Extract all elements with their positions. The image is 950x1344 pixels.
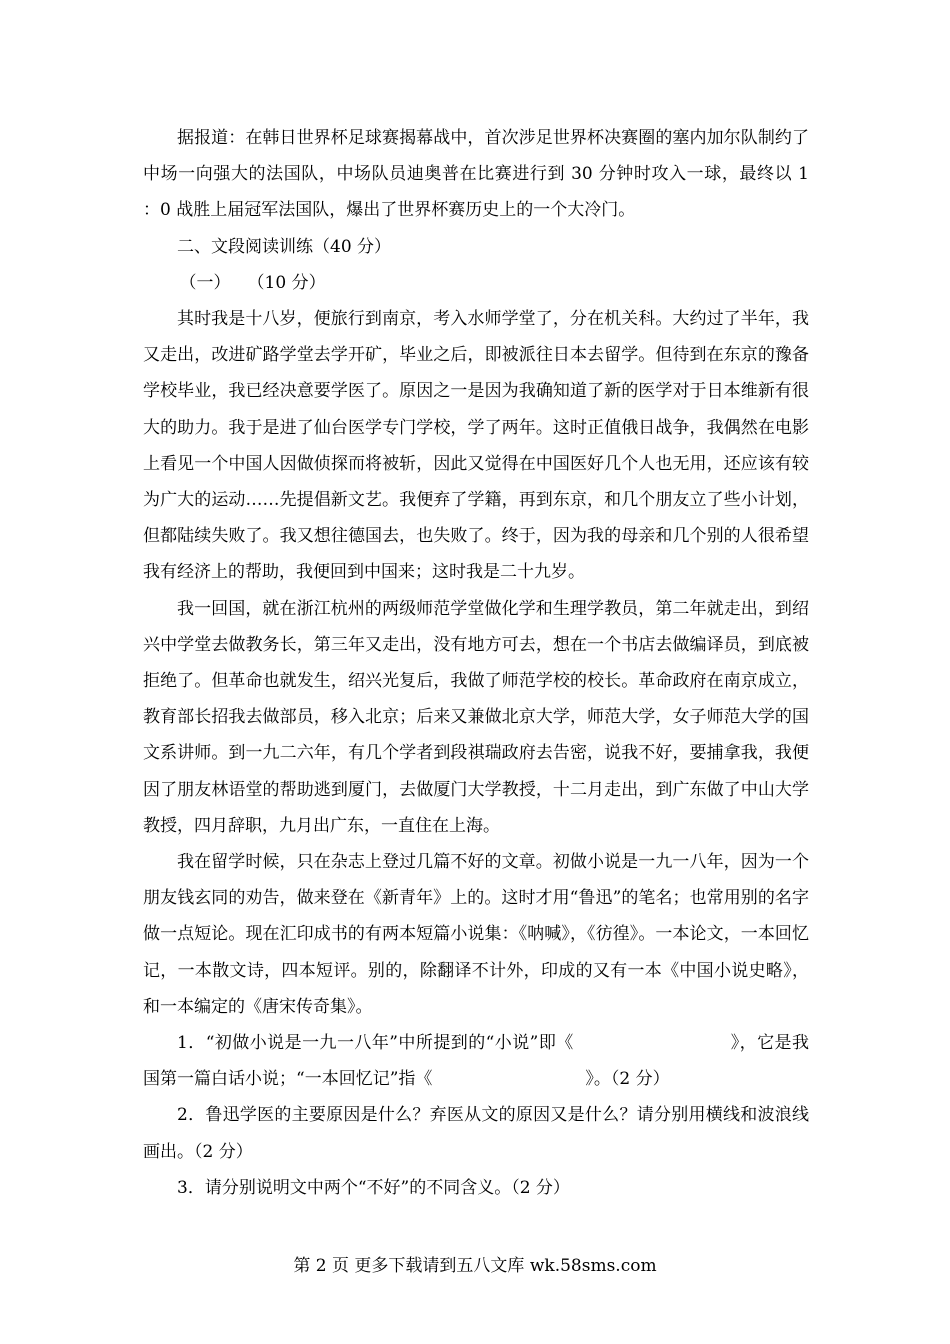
- subsection-heading: （一） （10 分）: [179, 272, 326, 293]
- page-footer: 第 2 页 更多下载请到五八文库 wk.58sms.com: [293, 1256, 657, 1276]
- page-content: [143, 120, 826, 1206]
- section-heading: 二、文段阅读训练（40 分）: [177, 236, 392, 257]
- passage-paragraph-1: 其时我是十八岁，便旅行到南京，考入水师学堂了，分在机关科。大约过了半年，我又走出，改进矿路学堂去学开矿，毕业之后，即被派往日本去留学。但待到在东京的豫备学校毕业，我已经决意要学医了。原因之一是因为我确知道了新的医学对于日本维新有很大的助力。我于是进了仙台医学专门学校，学了两年。这时正值俄日战争，我偶然在电影上看见一个中国人因做侦探而将被斩，因此又觉得在中国医好几个人也无用，还应该有较为广大的运动……先提倡新文艺。我便弃了学籍，再到东京，和几个朋友立了些小计划，但都陆续失败了。我又想往德国去，也失败了。终于，因为我的母亲和几个别的人很希望我有经济上的帮助，我便回到中国来；这时我是二十九岁。: [143, 309, 809, 583]
- intro-paragraph: 据报道：在韩日世界杯足球赛揭幕战中，首次涉足世界杯决赛圈的塞内加尔队制约了中场一向强大的法国队，中场队员迪奥普在比赛进行到 30 分钟时攻入一球，最终以 1 ：0 战胜上届冠军法国队，爆出了世界杯赛历史上的一个大冷门。: [143, 128, 826, 221]
- question-2: 2．鲁迅学医的主要原因是什么？弃医从文的原因又是什么？请分别用横线和波浪线画出。（2 分）: [143, 1105, 809, 1162]
- passage-paragraph-2: 我一回国，就在浙江杭州的两级师范学堂做化学和生理学教员，第二年就走出，到绍兴中学堂去做教务长，第三年又走出，没有地方可去，想在一个书店去做编译员，到底被拒绝了。但革命也就发生，绍兴光复后，我做了师范学校的校长。革命政府在南京成立，教育部长招我去做部员，移入北京；后来又兼做北京大学，师范大学，女子师范大学的国文系讲师。到一九二六年，有几个学者到段祺瑞政府去告密，说我不好，要捕拿我，我便因了朋友林语堂的帮助逃到厦门，去做厦门大学教授，十二月走出，到广东做了中山大学教授，四月辞职，九月出广东，一直住在上海。: [143, 598, 809, 836]
- question-3: 3．请分别说明文中两个“不好”的不同含义。（2 分）: [177, 1177, 570, 1198]
- question-1: 1．“初做小说是一九一八年”中所提到的“小说”即《 》，它是我国第一篇白话小说；“一本回忆记”指《 》。（2 分）: [143, 1033, 809, 1090]
- passage-paragraph-3: 我在留学时候，只在杂志上登过几篇不好的文章。初做小说是一九一八年，因为一个朋友钱玄同的劝告，做来登在《新青年》上的。这时才用“鲁迅”的笔名；也常用别的名字做一点短论。现在汇印成书的有两本短篇小说集：《呐喊》，《彷徨》。一本论文，一本回忆记，一本散文诗，四本短评。别的，除翻译不计外，印成的又有一本《中国小说史略》，和一本编定的《唐宋传奇集》。: [143, 852, 809, 1017]
